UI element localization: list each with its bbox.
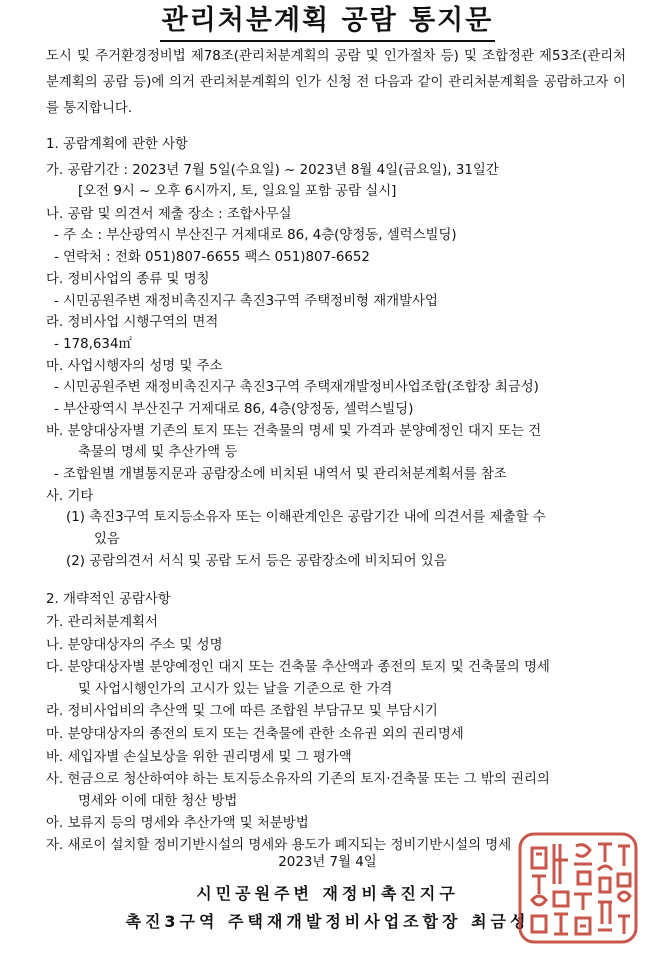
- s1-operator-address: - 부산광역시 부산진구 거제대로 86, 4층(양정동, 셀럭스빌딩): [54, 402, 414, 417]
- s2-item-sa-line1: 사. 현금으로 청산하여야 하는 토지등소유자의 기존의 토지·건축물 또는 그 밖의 권리의: [46, 772, 550, 787]
- s1-area-heading: 라. 정비사업 시행구역의 면적: [46, 315, 219, 330]
- s1-area-value: - 178,634㎡: [54, 337, 132, 352]
- s2-item-da-line1: 다. 분양대상자별 분양예정인 대지 또는 건축물 추산액과 종전의 토지 및 건축물의 명세: [46, 660, 550, 675]
- s2-item-ra: 라. 정비사업비의 추산액 및 그에 따른 조합원 부담규모 및 부담시기: [46, 704, 438, 719]
- official-seal-icon: [516, 830, 640, 946]
- section1-heading: 1. 공람계획에 관한 사항: [46, 137, 188, 152]
- signature-line1: 시민공원주변 재정비촉진지구: [196, 884, 459, 903]
- s1-period-note: [오전 9시 ~ 오후 6시까지, 토, 일요일 포함 공람 실시]: [78, 184, 397, 199]
- s1-place-address: - 주 소 : 부산광역시 부산진구 거제대로 86, 4층(양정동, 셀럭스빌딩): [54, 228, 457, 243]
- s1-project-type: 다. 정비사업의 종류 및 명칭: [46, 272, 210, 287]
- notice-date: 2023년 7월 4일: [278, 855, 377, 870]
- s2-item-ma: 마. 분양대상자의 종전의 토지 또는 건축물에 관한 소유권 외의 권리명세: [46, 727, 464, 742]
- s2-item-ja: 자. 새로이 설치할 정비기반시설의 명세와 용도가 폐지되는 정비기반시설의 명세: [46, 838, 512, 853]
- s1-operator-heading: 마. 사업시행자의 성명 및 주소: [46, 359, 223, 374]
- s2-item-a: 아. 보류지 등의 명세와 추산가액 및 처분방법: [46, 816, 309, 831]
- signature-line2: 촉진3구역 주택재개발정비사업조합장 최금성: [125, 912, 530, 931]
- s1-project-name: - 시민공원주변 재정비촉진지구 촉진3구역 주택정비형 재개발사업: [54, 294, 438, 309]
- s1-details-reference: - 조합원별 개별통지문과 공람장소에 비치된 내역서 및 관리처분계획서를 참조: [54, 467, 507, 482]
- s1-place-contact: - 연락처 : 전화 051)807-6655 팩스 051)807-6652: [54, 250, 370, 265]
- s1-etc-item1-line1: (1) 촉진3구역 토지등소유자 또는 이해관계인은 공람기간 내에 의견서를 제출할 수: [66, 510, 546, 525]
- s1-details-line2: 축물의 명세 및 추산가액 등: [78, 445, 238, 460]
- s1-etc-item1-line2: 있음: [94, 532, 120, 547]
- s2-item-sa-line2: 명세와 이에 대한 청산 방법: [78, 794, 238, 809]
- s2-item-ba: 바. 세입자별 손실보상을 위한 권리명세 및 그 평가액: [46, 750, 352, 765]
- s2-item-da-line2: 및 사업시행인가의 고시가 있는 날을 기준으로 한 가격: [78, 682, 393, 697]
- section2-heading: 2. 개략적인 공람사항: [46, 592, 171, 607]
- s1-operator-name: - 시민공원주변 재정비촉진지구 촉진3구역 주택재개발정비사업조합(조합장 최금성): [54, 380, 539, 395]
- s2-item-na: 나. 분양대상자의 주소 및 성명: [46, 638, 223, 653]
- document-title: 관리처분계획 공람 통지문: [0, 4, 655, 42]
- s2-item-ga: 가. 관리처분계획서: [46, 615, 158, 630]
- s1-place: 나. 공람 및 의견서 제출 장소 : 조합사무실: [46, 207, 292, 222]
- intro-paragraph: 도시 및 주거환경정비법 제78조(관리처분계획의 공람 및 인가절차 등) 및 조합정관 제53조(관리처분계획의 공람 등)에 의거 관리처분계획의 인가 신청 전 다음과 같이 관리처분계획을 공람하고자 이를 통지합니다.: [46, 49, 626, 116]
- s1-period: 가. 공람기간 : 2023년 7월 5일(수요일) ~ 2023년 8월 4일(금요일), 31일간: [46, 163, 499, 178]
- s1-etc-heading: 사. 기타: [46, 489, 94, 504]
- s1-details-line1: 바. 분양대상자별 기존의 토지 또는 건축물의 명세 및 가격과 분양예정인 대지 또는 건: [46, 424, 542, 439]
- s1-etc-item2: (2) 공람의견서 서식 및 공람 도서 등은 공람장소에 비치되어 있음: [66, 554, 447, 569]
